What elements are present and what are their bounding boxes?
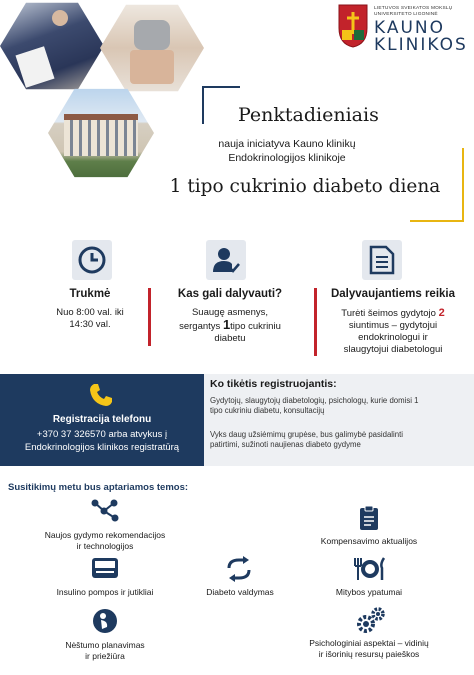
photo-woman-dress (0, 0, 104, 92)
registration-panel (0, 374, 204, 466)
topic-diabetes-management: Diabeto valdymas (206, 587, 274, 597)
topic-psychological-aspects: Psichologiniai aspektai – vidinių ir išorinių resursų paieškos (309, 638, 429, 659)
insulin-pump-icon (90, 556, 120, 585)
clock-icon-box (72, 240, 112, 280)
logo-university-line2: UNIVERSITETO LIGONINĖ (374, 12, 438, 17)
person-check-icon (211, 245, 241, 275)
registration-line2: Endokrinologijos klinikos registratūrą (24, 442, 180, 453)
info-divider-1 (148, 288, 151, 346)
header-subtitle-line2: Endokrinologijos klinikoje (228, 152, 346, 164)
document-icon (369, 245, 395, 275)
plate-cutlery-icon (352, 556, 388, 587)
topic-pregnancy-planning: Nėštumo planavimas ir priežiūra (65, 640, 145, 661)
topic-treatment-recommendations: Naujos gydymo rekomendacijos ir technologijos (44, 530, 166, 551)
info-requirements-number: 2 (438, 307, 445, 319)
person-check-icon-box (206, 240, 246, 280)
phone-icon (88, 382, 114, 408)
info-who-body: Suaugę asmenys, sergantys 1tipo cukriniu diabetu (179, 307, 281, 344)
expect-panel (204, 374, 474, 466)
info-requirements-body: Turėti šeimos gydytojo 2 siuntimus – gydytojui endokrinologui ir slaugytojui diabetologui (341, 307, 445, 355)
logo-name-line2: KLINIKOS (374, 35, 468, 55)
info-requirements-heading: Dalyvaujantiems reikia (330, 288, 455, 300)
header-title: 1 tipo cukrinio diabeto diena (169, 176, 441, 197)
photo-hospital-building (48, 86, 154, 180)
clipboard-icon (358, 505, 380, 536)
coat-of-arms-icon (338, 4, 368, 48)
topic-nutrition: Mitybos ypatumai (335, 587, 403, 597)
logo-university-line1: LIETUVOS SVEIKATOS MOKSLŲ (374, 6, 453, 11)
expect-heading: Ko tikėtis registruojantis: (210, 378, 337, 390)
topic-insulin-pumps: Insulino pompos ir jutikliai (56, 587, 154, 597)
topics-heading: Susitikimų metu bus aptariamos temos: (8, 482, 189, 493)
expect-paragraph-1: Gydytojų, slaugytojų diabetologių, psichologų, kurie domisi 1 tipo cukriniu diabetu, konsultacijų (210, 396, 419, 415)
registration-line1: +370 37 326570 arba atvykus į (36, 429, 168, 440)
cycle-arrows-icon (225, 556, 253, 587)
expect-paragraph-2: Vyks daug užsiėmimų grupėse, bus galimybė pasidalinti patirtimi, sužinoti naujienas diabeto gydyme (210, 430, 403, 449)
info-divider-2 (314, 288, 317, 356)
logo-name-line1: KAUNO (374, 18, 446, 38)
header-subtitle-line1: nauja iniciatyva Kauno klinikų (218, 138, 356, 150)
topic-compensation: Kompensavimo aktualijos (320, 536, 418, 546)
info-who-type-number: 1 (222, 317, 231, 332)
photo-woman-waist (100, 2, 204, 94)
gears-icon (356, 606, 386, 639)
info-who-heading: Kas gali dalyvauti? (177, 288, 283, 300)
network-icon (90, 498, 120, 527)
info-duration-heading: Trukmė (69, 288, 111, 300)
logo (338, 4, 470, 54)
clock-icon (77, 245, 107, 275)
header-frame-top-left (202, 86, 240, 124)
pregnancy-icon (92, 608, 118, 639)
info-duration-body: Nuo 8:00 val. iki 14:30 val. (56, 307, 124, 330)
registration-title: Registracija telefonu (52, 414, 152, 425)
document-icon-box (362, 240, 402, 280)
header-day: Penktadieniais (238, 104, 379, 126)
